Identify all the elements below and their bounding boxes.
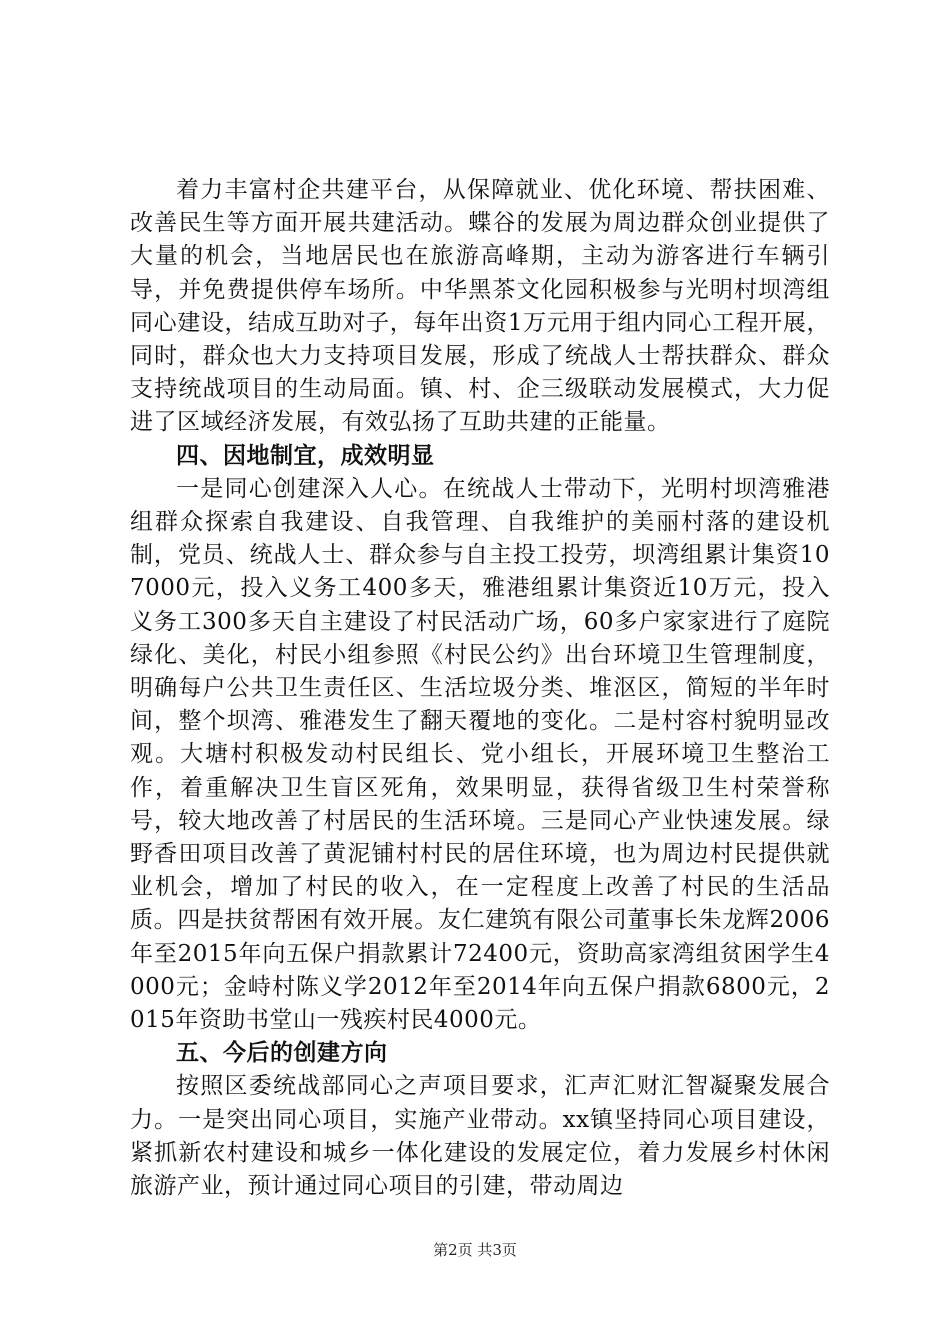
section-heading-5: 五、今后的创建方向 [176, 1040, 388, 1067]
paragraph-future-direction: 按照区委统战部同心之声项目要求，汇声汇财汇智凝聚发展合力。一是突出同心项目，实施产业带动。xx镇坚持同心项目建设，紧抓新农村建设和城乡一体化建设的发展定位，着力发展乡村休闲旅游产业，预计通过同心项目的引建，带动周边 [130, 1073, 830, 1200]
page-number-footer: 第2页 共3页 [433, 1241, 517, 1259]
section-heading-4: 四、因地制宜，成效明显 [176, 442, 435, 469]
paragraph-village-enterprise: 着力丰富村企共建平台，从保障就业、优化环境、帮扶困难、改善民生等方面开展共建活动。蝶谷的发展为周边群众创业提供了大量的机会，当地居民也在旅游高峰期，主动为游客进行车辆引导，并免费提供停车场所。中华黑茶文化园积极参与光明村坝湾组同心建设，结成互助对子，每年出资1万元用于组内同心工程开展，同时，群众也大力支持项目发展，形成了统战人士帮扶群众、群众支持统战项目的生动局面。镇、村、企三级联动发展模式，大力促进了区域经济发展，有效弘扬了互助共建的正能量。 [130, 177, 830, 436]
document-body [130, 174, 830, 1203]
paragraph-results: 一是同心创建深入人心。在统战人士带动下，光明村坝湾雅港组群众探索自我建设、自我管理、自我维护的美丽村落的建设机制，党员、统战人士、群众参与自主投工投劳，坝湾组累计集资107000元，投入义务工400多天，雅港组累计集资近10万元，投入义务工300多天自主建设了村民活动广场，60多户家家进行了庭院绿化、美化，村民小组参照《村民公约》出台环境卫生管理制度，明确每户公共卫生责任区、生活垃圾分类、堆沤区，简短的半年时间，整个坝湾、雅港发生了翻天覆地的变化。二是村容村貌明显改观。大塘村积极发动村民组长、党小组长，开展环境卫生整治工作，着重解决卫生盲区死角，效果明显，获得省级卫生村荣誉称号，较大地改善了村居民的生活环境。三是同心产业快速发展。绿野香田项目改善了黄泥铺村村民的居住环境，也为周边村民提供就业机会，增加了村民的收入，在一定程度上改善了村民的生活品质。四是扶贫帮困有效开展。友仁建筑有限公司董事长朱龙辉2006年至2015年向五保户捐款累计72400元，资助高家湾组贫困学生4000元；金峙村陈义学2012年至2014年向五保户捐款6800元，2015年资助书堂山一残疾村民4000元。 [130, 475, 830, 1034]
